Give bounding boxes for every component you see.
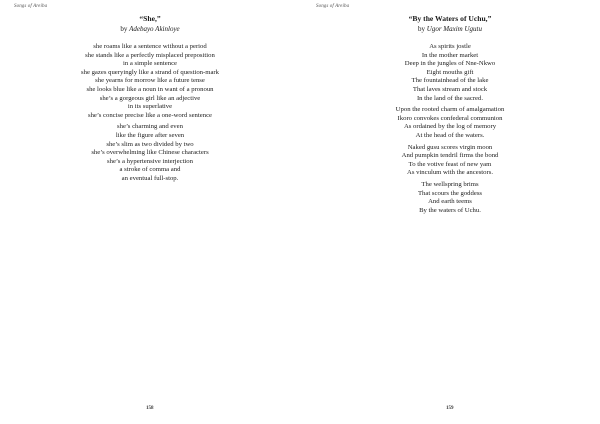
poem-line: in a simple sentence bbox=[122, 60, 178, 68]
byline bbox=[30, 24, 270, 34]
poem-line: At the head of the waters. bbox=[415, 131, 485, 139]
poem-line: an eventual full-stop. bbox=[121, 174, 179, 182]
poem-line: That laves stream and stock bbox=[412, 85, 488, 93]
poem-body bbox=[30, 43, 270, 184]
poem-line: she’s charming and even bbox=[117, 123, 183, 131]
poem-line: she yearns for morrow like a future tense bbox=[95, 77, 205, 85]
poem-line: And earth teems bbox=[428, 198, 472, 206]
poem-author: Ugor Maxim Ugutu bbox=[426, 25, 482, 33]
running-head: Songs of Areiba bbox=[316, 4, 350, 9]
poem-line: she’s overwhelming like Chinese characters bbox=[91, 149, 209, 157]
running-head: Songs of Areiba bbox=[14, 4, 48, 9]
poem-line: By the waters of Uchu. bbox=[419, 206, 481, 214]
poem-line: she’s concise precise like a one-word sentence bbox=[87, 111, 213, 119]
poem-line: a stroke of comma and bbox=[119, 166, 181, 174]
poem-line: she looks blue like a noun in want of a pronoun bbox=[86, 85, 214, 93]
right-page bbox=[300, 0, 600, 424]
stanza bbox=[335, 144, 565, 178]
poem-line: she roams like a sentence without a period bbox=[93, 43, 207, 50]
poem-title: “She,” bbox=[139, 14, 161, 23]
stanza bbox=[30, 43, 270, 120]
page-number: 159 bbox=[446, 406, 454, 411]
poem-line: like the figure after seven bbox=[115, 131, 185, 139]
poem-line: That scours the goddess bbox=[417, 189, 483, 197]
poem bbox=[335, 14, 565, 218]
poem-body bbox=[335, 43, 565, 215]
poem-title: “By the Waters of Uchu,” bbox=[408, 14, 492, 23]
poem-line: Ikoro convokes confederal communion bbox=[397, 114, 503, 122]
poem-line: Deep in the jungles of Nne-Nkwo bbox=[404, 60, 496, 68]
page-number: 158 bbox=[146, 406, 154, 411]
poem-line: To the votive feast of new yam bbox=[408, 160, 492, 168]
stanza bbox=[335, 181, 565, 215]
poem-line: As ordained by the log of memory bbox=[403, 123, 497, 131]
poem-line: Eight mouths gift bbox=[426, 68, 474, 76]
poem bbox=[30, 14, 270, 187]
poem-line: The wellspring brims bbox=[421, 180, 479, 188]
poem-line: Upon the rooted charm of amalgamation bbox=[395, 106, 505, 114]
stanza bbox=[335, 43, 565, 103]
poem-author: Adebayo Akinloye bbox=[129, 25, 180, 33]
poem-line: Naked gusu scores virgin moon bbox=[407, 143, 493, 151]
poem-line: in its superlative bbox=[127, 103, 173, 111]
poem-line: she’s a hypertensive interjection bbox=[107, 157, 193, 165]
byline-prefix: by bbox=[120, 25, 128, 33]
stanza bbox=[335, 106, 565, 140]
poem-line: she stands like a perfectly misplaced preposition bbox=[85, 51, 215, 59]
poem-line: The fountainhead of the lake bbox=[411, 77, 489, 85]
poem-line: As spirits jostle bbox=[429, 43, 471, 50]
byline-prefix: by bbox=[418, 25, 426, 33]
poem-line: she gazes queryingly like a strand of question-mark bbox=[81, 68, 219, 76]
byline bbox=[335, 24, 565, 34]
poem-line: she’s a gorgeous girl like an adjective bbox=[99, 94, 201, 102]
poem-line: In the land of the sacred. bbox=[416, 94, 484, 102]
poem-line: In the mother market bbox=[421, 51, 479, 59]
poem-line: As vinculum with the ancestors. bbox=[407, 169, 493, 177]
stanza bbox=[30, 123, 270, 183]
poem-line: she’s slim as two divided by two bbox=[106, 140, 194, 148]
poem-line: And pumpkin tendril firms the bond bbox=[401, 152, 499, 160]
